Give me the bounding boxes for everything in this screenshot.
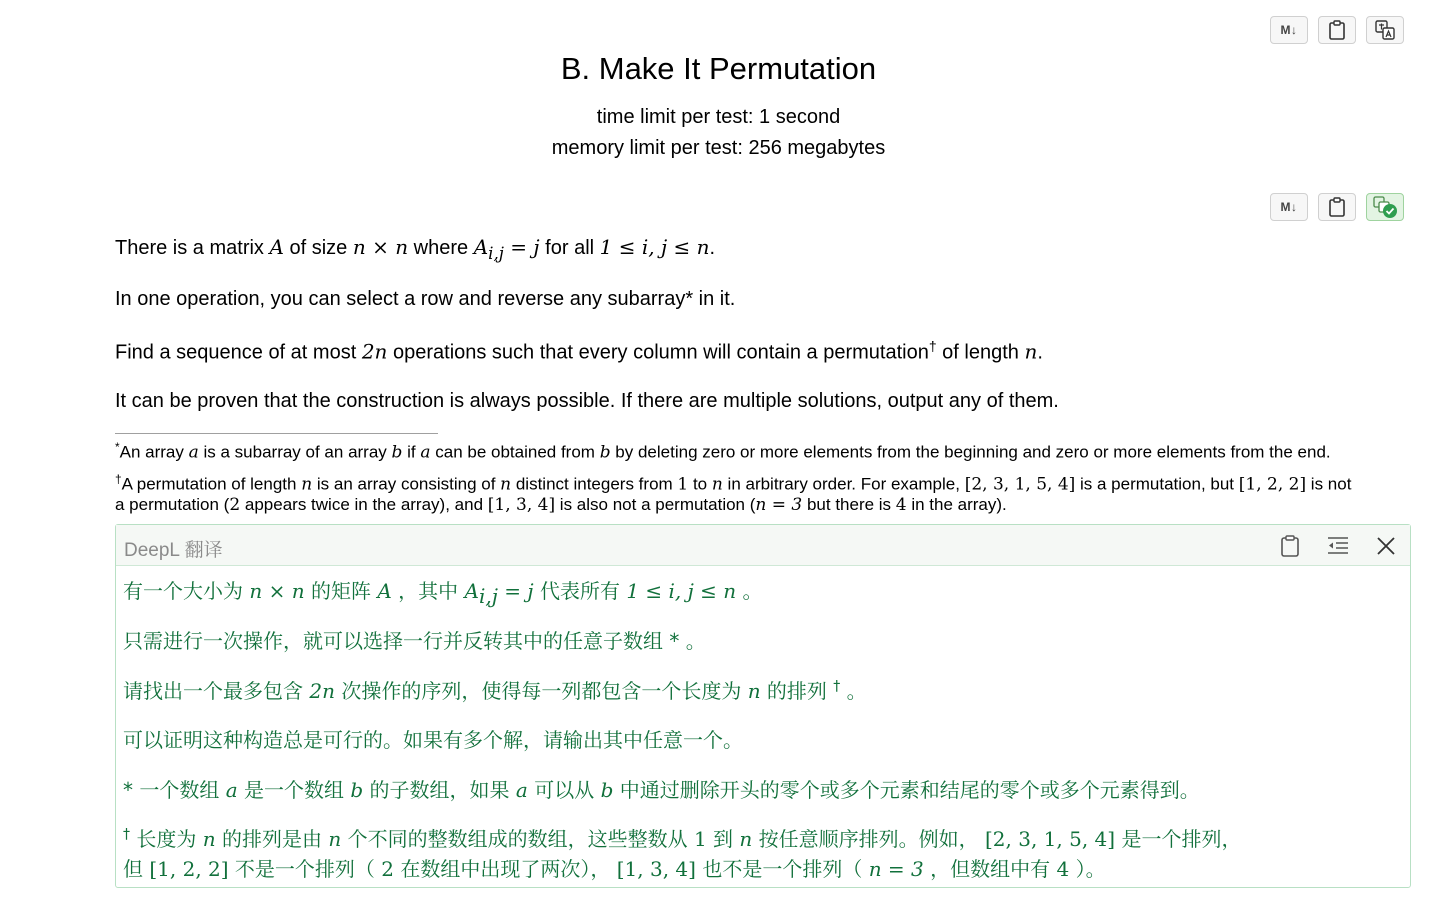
close-icon[interactable]	[1374, 534, 1398, 558]
markdown-button[interactable]	[1270, 16, 1308, 44]
deepl-line-6: † 长度为 n 的排列是由 n 个不同的整数组成的数组，这些整数从 1 到 n 按任意顺序排列。例如， [2, 3, 1, 5, 4] 是一个排列，	[123, 826, 1242, 851]
clipboard-icon	[1328, 20, 1346, 40]
deepl-header	[116, 525, 1410, 566]
outdent-icon[interactable]	[1326, 534, 1350, 558]
markdown-icon: M↓	[1280, 200, 1298, 214]
deepl-line-5: * 一个数组 a 是一个数组 b 的子数组，如果 a 可以从 b 中通过删除开头的零个或多个元素和结尾的零个或多个元素得到。	[123, 778, 1200, 802]
footnote-divider	[115, 433, 438, 434]
header-toolbar	[1270, 16, 1404, 44]
problem-title: B. Make It Permutation	[560, 51, 877, 86]
deepl-line-2: 只需进行一次操作，就可以选择一行并反转其中的任意子数组 * 。	[123, 629, 706, 653]
translate-icon	[1374, 19, 1396, 41]
clipboard-icon[interactable]	[1278, 534, 1302, 558]
statement-paragraph-2: In one operation, you can select a row and reverse any subarray* in it.	[115, 288, 736, 310]
statement-translate-button[interactable]	[1366, 193, 1404, 221]
clipboard-icon	[1328, 197, 1346, 217]
footnote-subarray: *An array a is a subarray of an array b if a can be obtained from b by deleting zero or more elements from the beginning and zero or more elements from the end.	[115, 440, 1331, 463]
deepl-line-4: 可以证明这种构造总是可行的。如果有多个解，请输出其中任意一个。	[123, 728, 743, 752]
statement-markdown-button[interactable]	[1270, 193, 1308, 221]
footnote-permutation-cont: a permutation (2 appears twice in the array), and [1, 3, 4] is also not a permutation (n = 3 but there is 4 in the array).	[115, 495, 1007, 515]
statement-toolbar	[1270, 193, 1404, 221]
deepl-line-1: 有一个大小为 n × n 的矩阵 A ，其中 $A_{i,j} = j$ 代表所有 1 ≤ i, j ≤ n 。	[123, 579, 763, 608]
statement-paragraph-4: It can be proven that the construction is always possible. If there are multiple solutions, output any of them.	[115, 390, 1059, 412]
deepl-title: DeepL 翻译	[124, 540, 223, 561]
copy-button[interactable]	[1318, 16, 1356, 44]
time-limit: time limit per test: 1 second	[596, 106, 841, 128]
deepl-line-7: 但 [1, 2, 2] 不是一个排列（ 2 在数组中出现了两次）， [1, 3, 4] 也不是一个排列（ n = 3 ，但数组中有 4 ）。	[123, 857, 1106, 881]
memory-limit: memory limit per test: 256 megabytes	[551, 137, 886, 159]
deepl-line-3: 请找出一个最多包含 2n 次操作的序列，使得每一列都包含一个长度为 n 的排列 † 。	[123, 678, 867, 703]
footnote-permutation: †A permutation of length n is an array consisting of n distinct integers from 1 to n in arbitrary order. For example, [2, 3, 1, 5, 4] is a permutation, but [1, 2, 2] is not	[115, 472, 1352, 495]
translate-done-icon	[1372, 195, 1398, 219]
statement-paragraph-1: There is a matrix A of size n × n where $A_{i,j} = j$ for all 1 ≤ i, j ≤ n.	[115, 235, 716, 263]
translate-button[interactable]	[1366, 16, 1404, 44]
statement-paragraph-3: Find a sequence of at most 2n operations such that every column will contain a permutation† of length n.	[115, 338, 1043, 364]
markdown-icon: M↓	[1280, 23, 1298, 37]
statement-copy-button[interactable]	[1318, 193, 1356, 221]
